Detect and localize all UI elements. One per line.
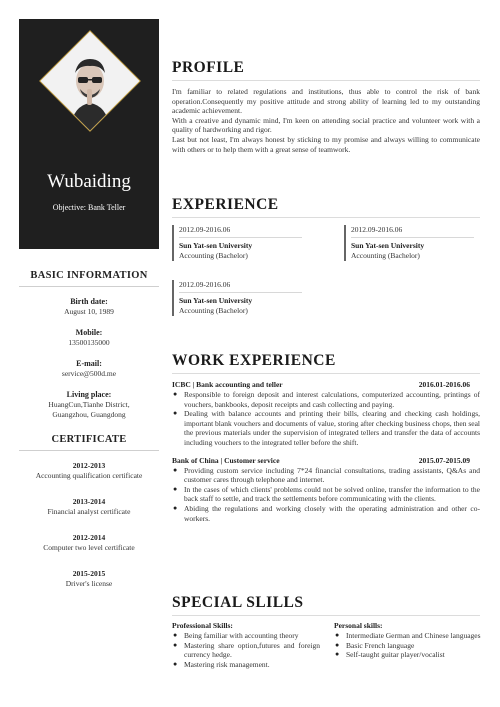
certificate-year: 2015-2015 bbox=[72, 569, 106, 578]
profile-paragraph: I'm familiar to related regulations and institutions, thus able to control the risk of bank operation.Consequently my positive attitude and strong ability of learning led to my outstanding academic achievement. bbox=[172, 87, 480, 116]
education-card bbox=[344, 225, 474, 261]
job-duty: ● Dealing with balance accounts and printing their bills, clearing and checking cash holdings, important blank vouchers and documents of value, storing after checking business chops, then seal the previous materials under the supervision of integrated tellers and transfer the data of accounts including vouchers to the integrated teller before the shift. bbox=[172, 409, 480, 447]
experience-section bbox=[172, 195, 480, 325]
job-company: Bank of China | Customer service bbox=[172, 455, 280, 465]
profile-title: PROFILE bbox=[172, 58, 480, 81]
job-entry bbox=[172, 380, 480, 448]
living-place-value: HuangCun,Tianhe District, Guangzhou, Guangdong bbox=[48, 400, 130, 419]
professional-skills bbox=[172, 621, 320, 669]
job-company: ICBC | Bank accounting and teller bbox=[172, 380, 283, 389]
job-entry bbox=[172, 456, 480, 524]
objective-text: Objective: Bank Teller bbox=[52, 203, 126, 212]
certificate-name: Computer two level certificate bbox=[43, 543, 135, 552]
birth-date-label: Birth date: bbox=[70, 297, 108, 306]
email-label: E-mail: bbox=[76, 359, 102, 368]
skill-item: ● Mastering risk management. bbox=[172, 660, 320, 670]
job-duty: ● Providing custom service including 7*24 financial consultations, trading assistants, Q&As and customer cares through telephone and internet. bbox=[172, 466, 480, 485]
education-major: Accounting (Bachelor) bbox=[351, 251, 420, 260]
skill-item: ● Basic French language bbox=[334, 641, 482, 651]
education-date: 2012.09-2016.06 bbox=[179, 280, 302, 293]
candidate-name: Wubaiding bbox=[47, 171, 131, 192]
job-duty: ● In the cases of which clients' problems could not be solved online, transfer the information to the back staff to settle, and track the settlements before communicating with the clients. bbox=[172, 485, 480, 504]
email-value[interactable]: service@500d.me bbox=[61, 369, 117, 378]
profile-paragraph: Last but not least, I'm always honest by sticking to my promise and always willing to communicate with others or to help them with a great sense of teamwork. bbox=[172, 134, 480, 154]
education-school: Sun Yat-sen University bbox=[179, 241, 253, 250]
birth-date-value: August 10, 1989 bbox=[64, 307, 114, 316]
certificate-year: 2012-2014 bbox=[72, 533, 106, 542]
experience-title: EXPERIENCE bbox=[172, 195, 480, 218]
professional-skills-heading: Professional Skills: bbox=[172, 621, 233, 630]
mobile-label: Mobile: bbox=[75, 328, 103, 337]
job-duty: ● Responsible to foreign deposit and interest calculations, computerized accounting, printings of vouchers, bankbooks, deposit receipts and cash collecting and paying. bbox=[172, 390, 480, 409]
portrait-frame bbox=[39, 30, 141, 132]
skills-section bbox=[172, 593, 480, 688]
certificate-name: Driver's license bbox=[65, 579, 113, 588]
profile-paragraph: With a creative and dynamic mind, I'm keen on attending social practice and volunteer work with a quality of hardworking and rigor. bbox=[172, 115, 480, 135]
education-major: Accounting (Bachelor) bbox=[179, 306, 248, 315]
basic-info-heading: BASIC INFORMATION bbox=[19, 270, 159, 287]
certificate-year: 2013-2014 bbox=[72, 497, 106, 506]
job-period: 2015.07-2015.09 bbox=[418, 455, 470, 465]
work-section bbox=[172, 351, 480, 523]
education-school: Sun Yat-sen University bbox=[351, 241, 425, 250]
certificate-name: Accounting qualification certificate bbox=[35, 471, 143, 480]
skill-item: ● Self-taught guitar player/vocalist bbox=[334, 650, 482, 660]
personal-skills bbox=[334, 621, 482, 660]
work-title: WORK EXPERIENCE bbox=[172, 351, 480, 374]
profile-card bbox=[19, 19, 159, 249]
education-card bbox=[172, 225, 302, 261]
job-period: 2016.01-2016.06 bbox=[418, 380, 470, 389]
certificate-name: Financial analyst certificate bbox=[47, 507, 131, 516]
education-major: Accounting (Bachelor) bbox=[179, 251, 248, 260]
education-date: 2012.09-2016.06 bbox=[179, 225, 302, 238]
portrait-photo bbox=[40, 31, 140, 131]
skills-title: SPECIAL SLILLS bbox=[172, 593, 480, 616]
personal-skills-heading: Personal skills: bbox=[334, 621, 383, 630]
skill-item: ● Intermediate German and Chinese languages bbox=[334, 631, 482, 641]
education-card bbox=[172, 280, 302, 316]
mobile-value: 13500135000 bbox=[68, 338, 110, 347]
certificate-heading: CERTIFICATE bbox=[19, 434, 159, 451]
skill-item: ● Mastering share option,futures and foreign currency hedge. bbox=[172, 641, 320, 660]
living-place-label: Living place: bbox=[66, 390, 112, 399]
left-info-column bbox=[19, 270, 159, 605]
skill-item: ● Being familiar with accounting theory bbox=[172, 631, 320, 641]
job-duty: ● Abiding the regulations and working closely with the operating administration and other co-workers. bbox=[172, 504, 480, 523]
education-school: Sun Yat-sen University bbox=[179, 296, 253, 305]
profile-section bbox=[172, 58, 480, 154]
certificate-year: 2012-2013 bbox=[72, 461, 106, 470]
education-date: 2012.09-2016.06 bbox=[351, 225, 474, 238]
